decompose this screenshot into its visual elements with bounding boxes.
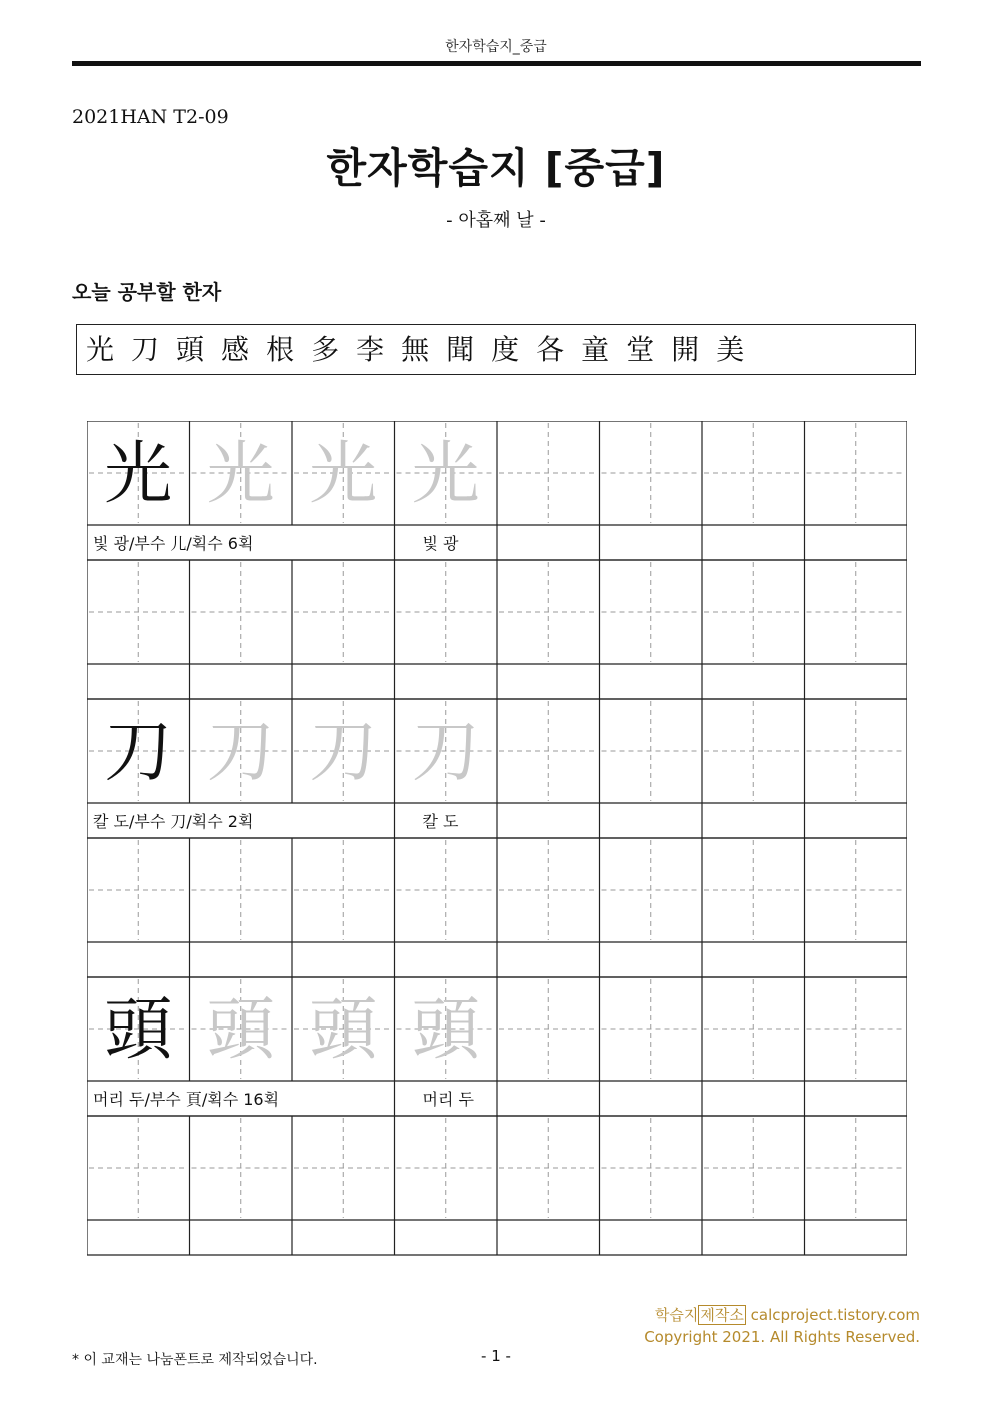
trace-char: 頭 bbox=[411, 991, 480, 1070]
page-subtitle: - 아홉째 날 - bbox=[446, 210, 546, 231]
char-info: 머리 두/부수 頁/획수 16획 bbox=[93, 1090, 280, 1109]
today-label: 오늘 공부할 한자 bbox=[72, 280, 222, 304]
trace-char: 刀 bbox=[309, 713, 378, 792]
model-char: 頭 bbox=[104, 991, 173, 1070]
credit-prefix: 학습지 bbox=[654, 1306, 699, 1324]
document-code: 2021HAN T2-09 bbox=[72, 106, 229, 128]
char-info: 빛 광/부수 儿/획수 6획 bbox=[93, 534, 254, 553]
today-char: 根 bbox=[266, 332, 295, 366]
footer-copyright: Copyright 2021. All Rights Reserved. bbox=[644, 1328, 920, 1346]
model-char: 光 bbox=[104, 435, 173, 514]
today-char-strip bbox=[76, 324, 916, 375]
today-char: 無 bbox=[401, 332, 430, 366]
model-char: 刀 bbox=[104, 713, 173, 792]
today-char: 李 bbox=[356, 332, 385, 366]
today-char: 感 bbox=[221, 332, 250, 366]
footer-credit bbox=[655, 1304, 920, 1325]
trace-char: 頭 bbox=[206, 991, 275, 1070]
trace-char: 刀 bbox=[411, 713, 480, 792]
page-number: - 1 - bbox=[481, 1347, 511, 1365]
trace-char: 光 bbox=[309, 435, 378, 514]
running-header: 한자학습지_중급 bbox=[445, 39, 547, 55]
practice-grid bbox=[87, 421, 907, 1258]
trace-char: 光 bbox=[411, 435, 480, 514]
trace-char: 頭 bbox=[309, 991, 378, 1070]
today-char: 美 bbox=[716, 332, 745, 366]
char-reading: 머리 두 bbox=[422, 1090, 474, 1109]
today-char: 頭 bbox=[176, 332, 205, 366]
trace-char: 刀 bbox=[206, 713, 275, 792]
char-info: 칼 도/부수 刀/획수 2획 bbox=[93, 812, 254, 831]
credit-boxed: 제작소 bbox=[700, 1306, 744, 1324]
today-char: 度 bbox=[491, 332, 520, 366]
today-char: 聞 bbox=[446, 332, 475, 366]
trace-char: 光 bbox=[206, 435, 275, 514]
today-char: 童 bbox=[581, 332, 610, 366]
today-char: 開 bbox=[671, 332, 700, 366]
today-char: 各 bbox=[536, 332, 565, 366]
today-char: 堂 bbox=[626, 332, 655, 366]
today-char: 刀 bbox=[131, 332, 160, 366]
char-reading: 칼 도 bbox=[422, 812, 459, 831]
today-char: 多 bbox=[311, 332, 340, 366]
page-title: 한자학습지 [중급] bbox=[326, 144, 666, 192]
today-char: 光 bbox=[86, 332, 115, 366]
char-reading: 빛 광 bbox=[422, 534, 459, 553]
header-rule bbox=[72, 61, 921, 66]
footer-note: * 이 교재는 나눔폰트로 제작되었습니다. bbox=[72, 1352, 318, 1368]
credit-url: calcproject.tistory.com bbox=[750, 1306, 920, 1324]
